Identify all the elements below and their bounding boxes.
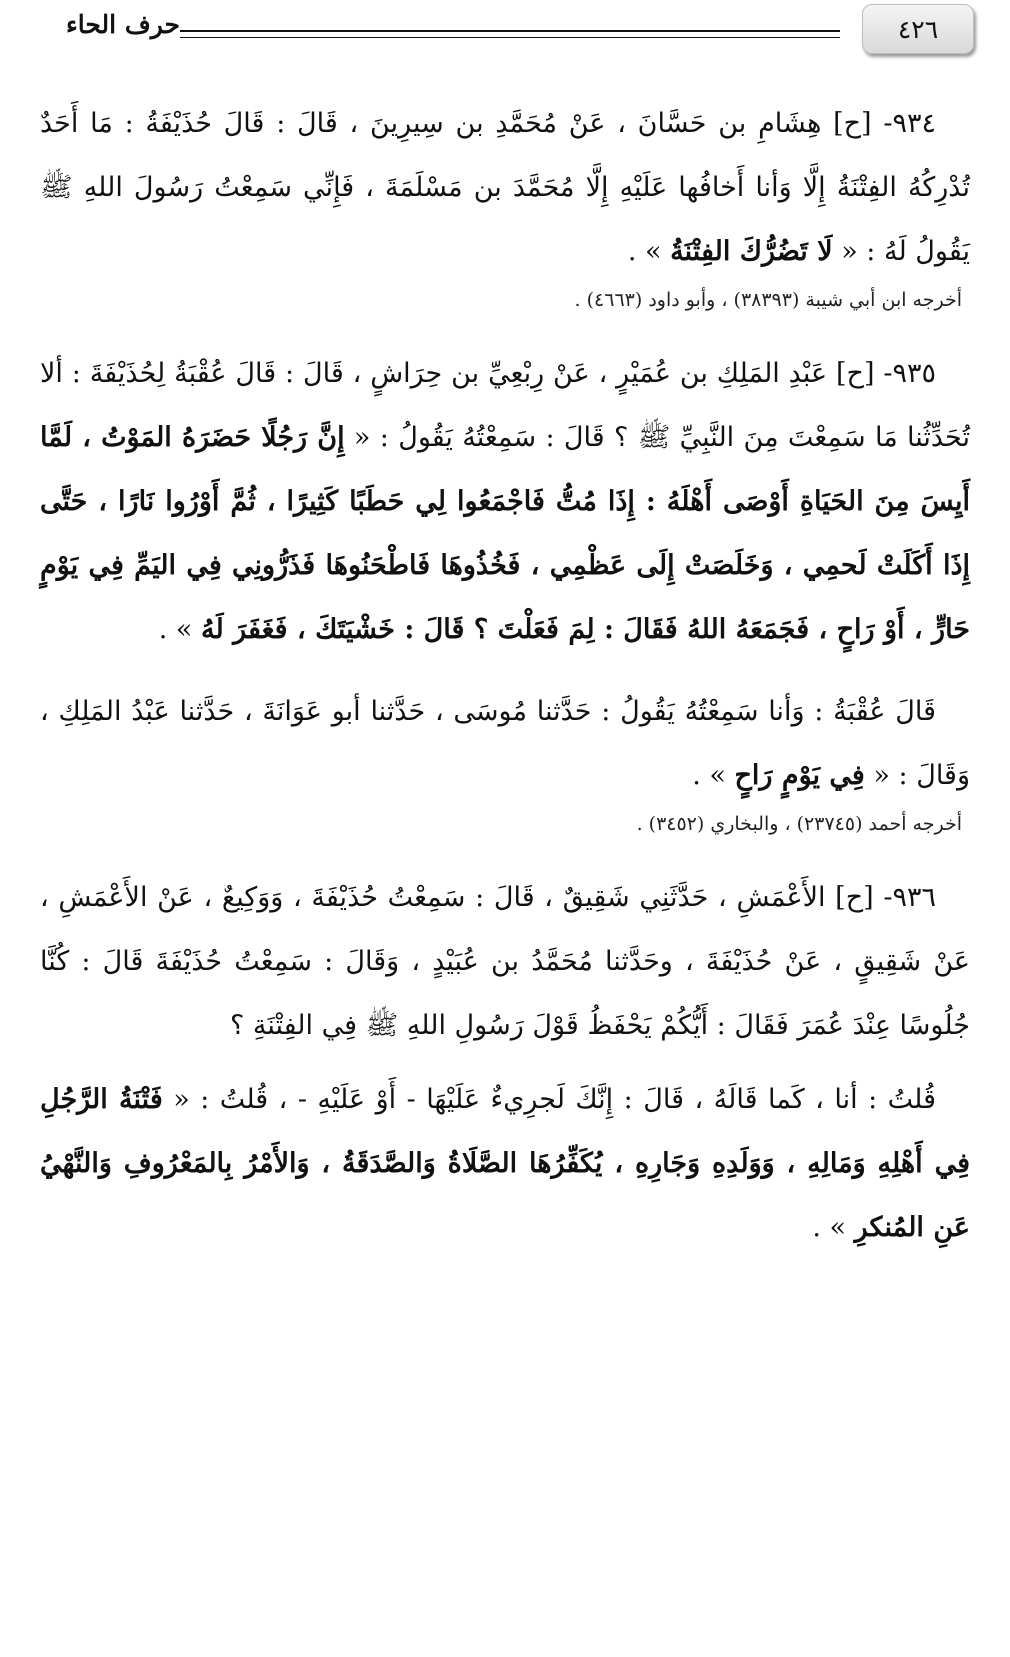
hadith-936	[40, 866, 970, 1058]
hadith-934-quote: لَا تَضُرُّكَ الفِتْنَةُ	[670, 236, 833, 267]
hadith-934-tail: » .	[627, 236, 671, 267]
hadith-935-addendum-quote: فِي يَوْمٍ رَاحٍ	[734, 760, 865, 791]
hadith-935-tail: » .	[158, 614, 201, 645]
hadith-934-reference: أخرجه ابن أبي شيبة (٣٨٣٩٣) ، وأبو داود (٤٦٦٣) .	[574, 289, 962, 311]
hadith-934-text: ٩٣٤- [ح] هِشَامِ بن حَسَّانَ ، عَنْ مُحَمَّدِ بن سِيرِينَ ، قَالَ : قَالَ حُذَيْفَةُ : مَا أَحَدٌ تُدْرِكُهُ الفِتْنَةُ إِلَّا وَأنا أَخافُها عَلَيْهِ إِلَّا مُحَمَّدَ بن مَسْلَمَةَ ، فَإِنِّي سَمِعْتُ رَسُولَ اللهِ ﷺ يَقُولُ لَهُ : «	[40, 108, 970, 267]
hadith-935-addendum	[40, 680, 970, 808]
page-number-badge	[862, 4, 974, 54]
hadith-935-text: ٩٣٥- [ح] عَبْدِ المَلِكِ بن عُمَيْرٍ ، عَنْ رِبْعِيِّ بن حِرَاشٍ ، قَالَ : قَالَ عُقْبَةُ لِحُذَيْفَةَ : ألا تُحَدِّثُنا مَا سَمِعْتَ مِنَ النَّبِيِّ ﷺ ؟ قَالَ : سَمِعْتُهُ يَقُولُ : «	[40, 358, 971, 453]
header-rule	[180, 30, 840, 38]
page-body	[40, 92, 970, 1260]
hadith-935-addendum-tail: » .	[692, 760, 735, 791]
hadith-934	[40, 92, 970, 284]
hadith-935	[40, 342, 970, 662]
hadith-936-answer-quote: فَتْنَةُ الرَّجُلِ فِي أَهْلِهِ وَمَالِهِ ، وَوَلَدِهِ وَجَارِهِ ، يُكَفِّرُهَا الصَّلَاةُ وَالصَّدَقَةُ ، وَالأَمْرُ بِالمَعْرُوفِ وَالنَّهْيُ عَنِ المُنكرِ	[40, 1084, 970, 1243]
section-title: حرف الحاء	[66, 10, 180, 39]
page-header	[20, 0, 980, 60]
hadith-936-answer	[40, 1068, 970, 1260]
hadith-936-answer-text: قُلتُ : أنا ، كَما قَالَهُ ، قَالَ : إِنَّكَ لَجرِيءٌ عَلَيْهَا - أَوْ عَلَيْهِ - ، قُلتُ : «	[162, 1084, 936, 1115]
hadith-935-quote: إِنَّ رَجُلًا حَضَرَهُ المَوْتُ ، لَمَّا أَيِسَ مِنَ الحَيَاةِ أَوْصَى أَهْلَهُ : إِذَا مُتُّ فَاجْمَعُوا لِي حَطَبًا كَثِيرًا ، ثُمَّ أَوْرُوا نَارًا ، حَتَّى إِذَا أَكَلَتْ لَحمِي ، وَخَلَصَتْ إِلَى عَظْمِي ، فَخُذُوهَا فَاطْحَنُوهَا فَذَرُّونِي فِي اليَمِّ فِي يَوْمٍ حَارٍّ ، أَوْ رَاحٍ ، فَجَمَعَهُ اللهُ فَقَالَ : لِمَ فَعَلْتَ ؟ قَالَ : خَشْيَتَكَ ، فَغَفَرَ لَهُ	[40, 422, 970, 645]
page-number: ٤٢٦	[897, 14, 939, 44]
hadith-936-answer-tail: » .	[812, 1212, 855, 1243]
hadith-936-text: ٩٣٦- [ح] الأَعْمَشِ ، حَدَّثَنِي شَقِيقٌ ، قَالَ : سَمِعْتُ حُذَيْفَةَ ، وَوَكِيعٌ ، عَنْ الأَعْمَشِ ، عَنْ شَقِيقٍ ، عَنْ حُذَيْفَةَ ، وحَدَّثنا مُحَمَّدُ بن عُبَيْدٍ ، وَقَالَ : سَمِعْتُ حُذَيْفَةَ قَالَ : كُنَّا جُلُوسًا عِنْدَ عُمَرَ فَقَالَ : أَيُّكُمْ يَحْفَظُ قَوْلَ رَسُولِ اللهِ ﷺ فِي الفِتْنَةِ ؟	[40, 882, 970, 1041]
hadith-935-reference: أخرجه أحمد (٢٣٧٤٥) ، والبخاري (٣٤٥٢) .	[636, 813, 962, 835]
hadith-935-addendum-text: قَالَ عُقْبَةُ : وَأنا سَمِعْتُهُ يَقُولُ : حَدَّثنا مُوسَى ، حَدَّثنا أبو عَوَانَةَ ، حَدَّثنا عَبْدُ المَلِكِ ، وَقَالَ : «	[40, 696, 970, 791]
